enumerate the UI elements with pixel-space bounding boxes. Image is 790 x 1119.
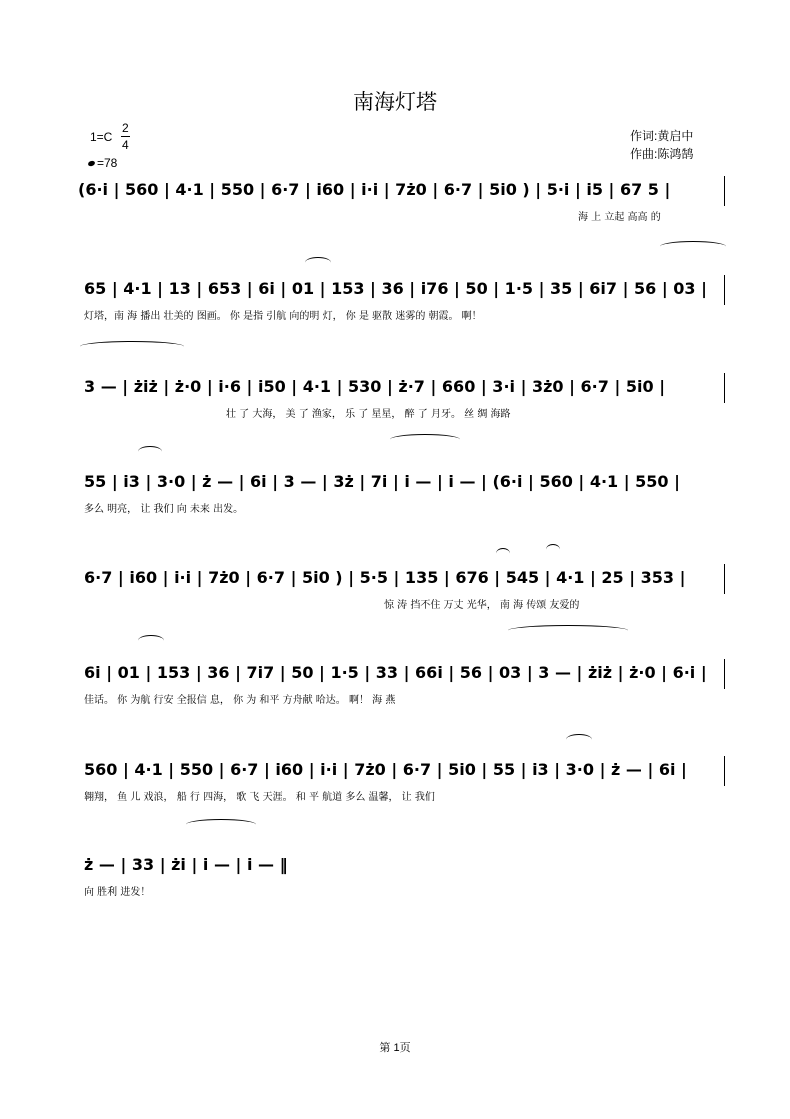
tempo-marking	[88, 156, 117, 170]
slur	[186, 819, 256, 830]
notation-line: 65 | 4·1 | 13 | 653 | 6i | 01 | 153 | 36 | i76 | 50 | 1·5 | 35 | 6i7 | 56 | 03 |	[84, 279, 707, 298]
lyric-line: 向 胜利 进发！	[84, 887, 151, 898]
barline	[724, 564, 725, 594]
barline	[724, 176, 725, 206]
lyric-line: 翱翔， 鱼 儿 戏浪， 船 行 四海， 歌 飞 天涯。 和 平 航道 多么 温馨， 让 我们	[84, 792, 435, 803]
barline	[724, 373, 725, 403]
barline	[724, 756, 725, 786]
slur	[660, 241, 726, 252]
lyric-line: 佳话。 你 为航 行安 全报信 息， 你 为 和平 方舟献 哈达。 啊！ 海 燕	[84, 695, 396, 706]
notation-line: 560 | 4·1 | 550 | 6·7 | i60 | i·i | 7ż0 | 6·7 | 5i0 | 55 | i3 | 3·0 | ż — | 6i |	[84, 760, 687, 779]
slur	[546, 544, 560, 555]
lyric-line: 海 上 立起 高高 的	[578, 212, 661, 223]
slur	[390, 434, 460, 445]
key-signature: 1=C	[90, 130, 113, 144]
barline	[724, 275, 725, 305]
lyric-line: 惊 涛 挡不住 万丈 光华， 南 海 传颂 友爱的	[384, 600, 580, 611]
time-signature	[121, 120, 130, 153]
notation-line: ż — | 33 | żi | i — | i — ‖	[84, 855, 288, 874]
meter-denominator: 4	[122, 138, 129, 152]
slur	[305, 257, 331, 268]
lyric-line: 壮 了 大海， 美 了 渔家， 乐 了 星星， 醉 了 月牙。 丝 绸 海路	[226, 409, 511, 420]
slur	[566, 734, 592, 745]
slur	[508, 625, 628, 636]
notation-line: 6·7 | i60 | i·i | 7ż0 | 6·7 | 5i0 ) | 5·5 | 135 | 676 | 545 | 4·1 | 25 | 353 |	[84, 568, 686, 587]
lyric-line: 灯塔，南 海 播出 壮美的 图画。 你 是指 引航 向的明 灯， 你 是 驱散 迷雾的 朝霞。 啊！	[84, 311, 482, 322]
page-number: 第 1页	[379, 1042, 411, 1054]
notation-line: (6·i | 560 | 4·1 | 550 | 6·7 | i60 | i·i | 7ż0 | 6·7 | 5i0 ) | 5·i | i5 | 67 5 |	[78, 180, 671, 199]
slur	[138, 635, 164, 646]
barline	[724, 659, 725, 689]
notation-line: 55 | i3 | 3·0 | ż — | 6i | 3 — | 3ż | 7i | i — | i — | (6·i | 560 | 4·1 | 550 |	[84, 472, 680, 491]
composer-credit: 作曲:陈鸿鹄	[630, 147, 694, 161]
meter-numerator: 2	[122, 121, 129, 135]
song-title: 南海灯塔	[353, 90, 437, 114]
slur	[138, 446, 162, 457]
quarter-note-icon	[87, 160, 95, 167]
notation-line: 6i | 01 | 153 | 36 | 7i7 | 50 | 1·5 | 33 | 66i | 56 | 03 | 3 — | żiż | ż·0 | 6·i |	[84, 663, 707, 682]
lyricist-credit: 作词:黄启中	[630, 129, 694, 143]
notation-line: 3 — | żiż | ż·0 | i·6 | i50 | 4·1 | 530 | ż·7 | 660 | 3·i | 3ż0 | 6·7 | 5i0 |	[84, 377, 666, 396]
slur	[80, 341, 184, 352]
slur	[496, 548, 510, 559]
tempo-value: =78	[97, 156, 118, 170]
lyric-line: 多么 明亮， 让 我们 向 未来 出发。	[84, 504, 244, 515]
